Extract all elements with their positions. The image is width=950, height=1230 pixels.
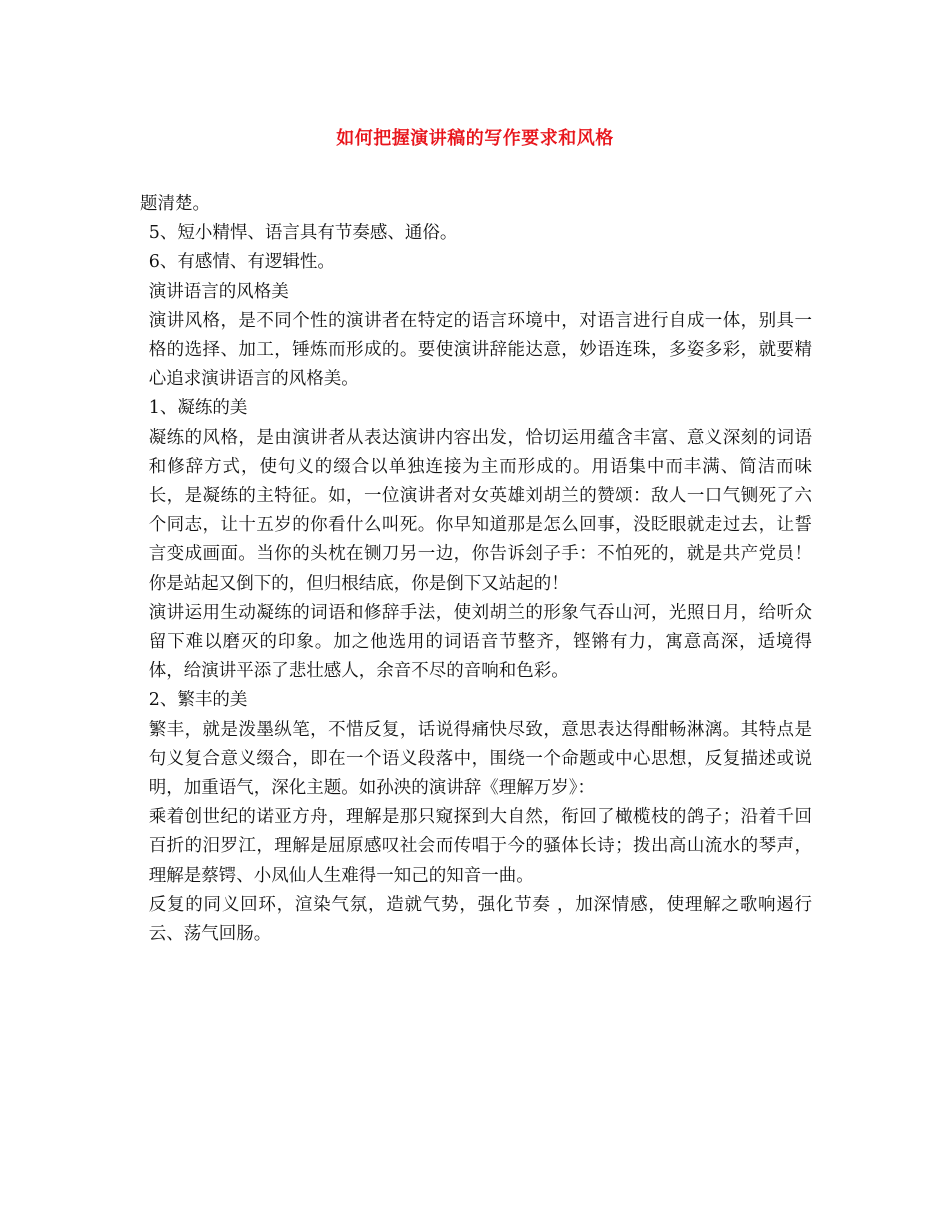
paragraph: 题清楚。 [140, 194, 210, 214]
paragraph: 演讲风格，是不同个性的演讲者在特定的语言环境中，对语言进行自成一体，别具一格的选择、加工，锤炼而形成的。要使演讲辞能达意，妙语连珠，多姿多彩，就要精心追求演讲语言的风格美。 [148, 310, 812, 390]
paragraph: 反复的同义回环，渲染气氛，造就气势，强化节奏 ，加深情感，使理解之歌响遏行云、荡气回肠。 [148, 894, 812, 945]
document-body [140, 190, 812, 949]
document-title: 如何把握演讲稿的写作要求和风格 [336, 128, 614, 149]
section-heading: 2、繁丰的美 [148, 690, 248, 711]
paragraph: 演讲运用生动凝练的词语和修辞手法，使刘胡兰的形象气吞山河，光照日月，给听众留下难以磨灭的印象。加之他选用的词语音节整齐，铿锵有力，寓意高深，适境得体，给演讲平添了悲壮感人，余音不尽的音响和色彩。 [148, 602, 812, 682]
section-heading: 1、凝练的美 [148, 398, 248, 419]
paragraph: 乘着创世纪的诺亚方舟，理解是那只窥探到大自然，衔回了橄榄枝的鸽子；沿着千回百折的汨罗江，理解是屈原感叹社会而传唱于今的骚体长诗；拨出高山流水的琴声，理解是蔡锷、小凤仙人生难得一知己的知音一曲。 [148, 807, 812, 886]
section-heading: 演讲语言的风格美 [148, 281, 289, 302]
paragraph: 凝练的风格，是由演讲者从表达演讲内容出发，恰切运用蕴含丰富、意义深刻的词语和修辞方式，使句义的缀合以单独连接为主而形成的。用语集中而丰满、简洁而味长，是凝练的主特征。如，一位演讲者对女英雄刘胡兰的赞颂：敌人一口气铡死了六个同志，让十五岁的你看什么叫死。你早知道那是怎么回事，没眨眼就走过去，让誓言变成画面。当你的头枕在铡刀另一边，你告诉刽子手：不怕死的，就是共产党员！你是站起又倒下的，但归根结底，你是倒下又站起的！ [148, 427, 812, 594]
paragraph: 6、有感情、有逻辑性。 [148, 252, 335, 273]
paragraph: 繁丰，就是泼墨纵笔，不惜反复，话说得痛快尽致，意思表达得酣畅淋漓。其特点是句义复合意义缀合，即在一个语义段落中，围绕一个命题或中心思想，反复描述或说明，加重语气，深化主题。如孙泱的演讲辞《理解万岁》： [148, 719, 812, 799]
paragraph: 5、短小精悍、语言具有节奏感、通俗。 [148, 223, 458, 244]
